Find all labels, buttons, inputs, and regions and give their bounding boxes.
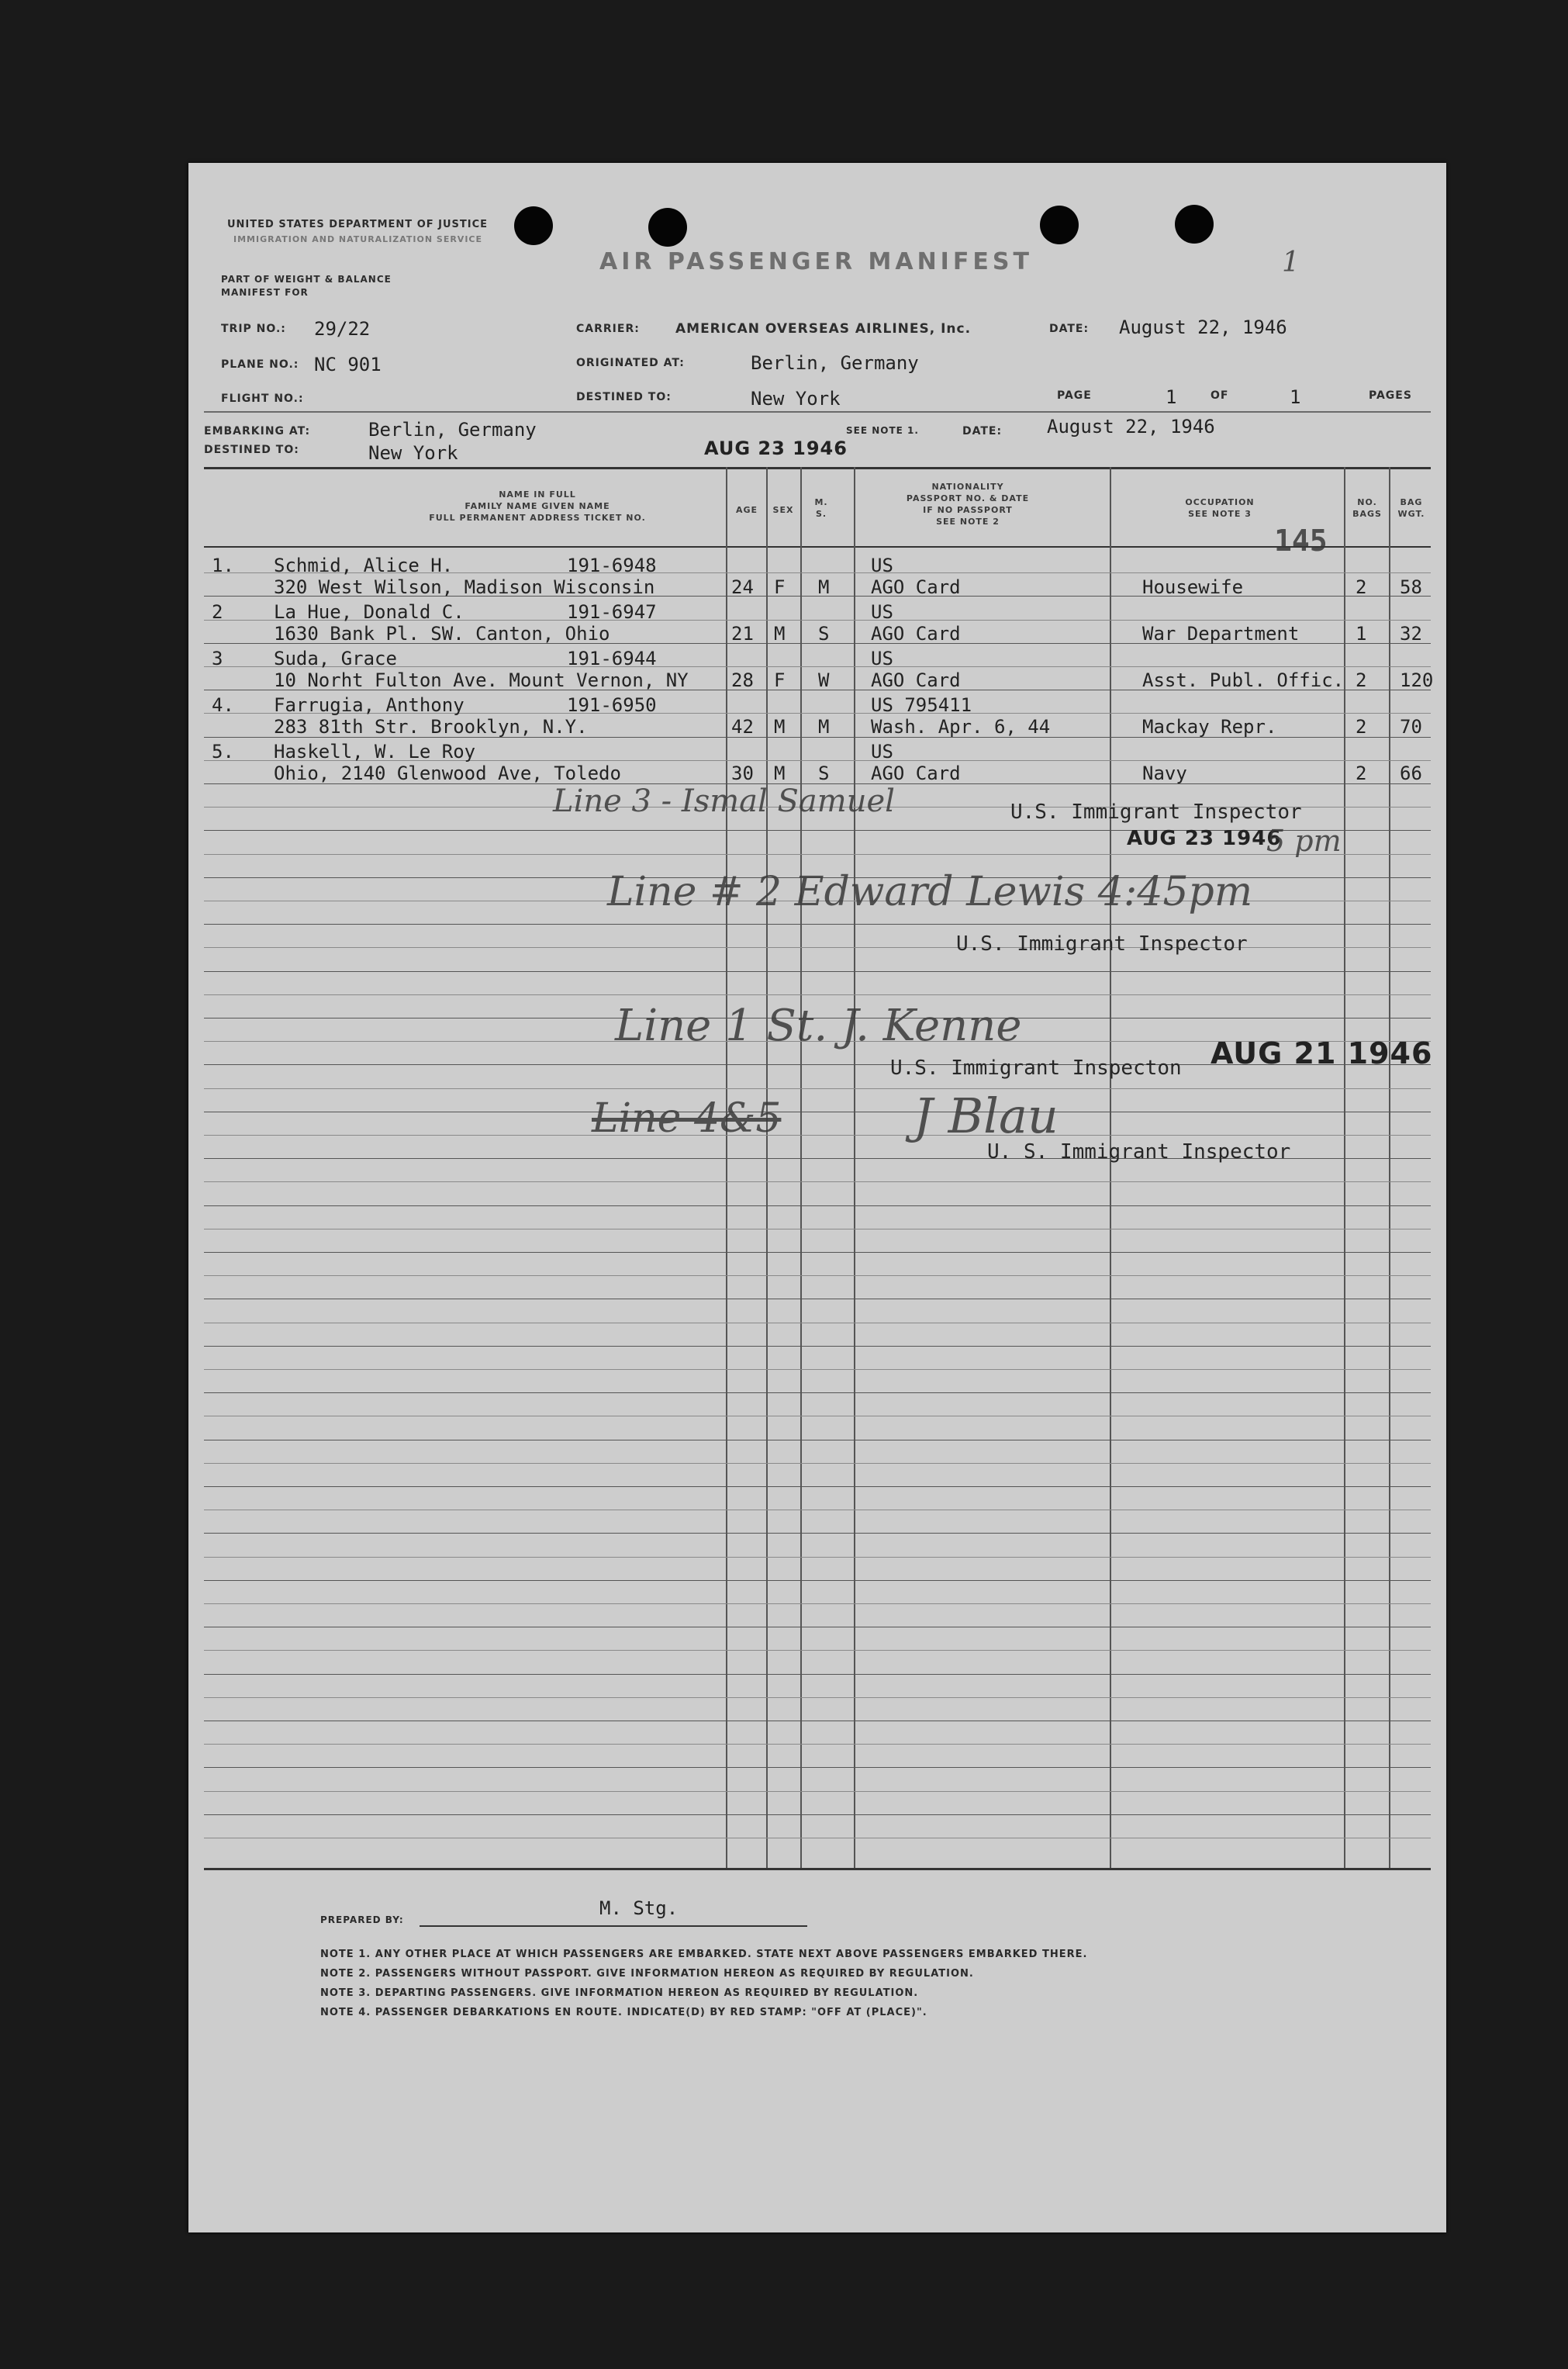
flight-no-label: FLIGHT NO.:	[221, 393, 304, 405]
pages-label: PAGES	[1369, 389, 1412, 402]
col-bag-wgt: BAG WGT.	[1397, 497, 1425, 519]
row-ruling	[204, 1135, 1431, 1136]
punch-hole	[648, 208, 687, 247]
inspector-stamp-4: U. S. Immigrant Inspector	[987, 1140, 1291, 1164]
manifest-sheet	[188, 163, 1446, 2232]
row-ruling	[204, 1275, 1431, 1276]
row-ruling	[204, 1486, 1431, 1487]
ticket-number: 191-6948	[567, 555, 657, 576]
passenger-name: Haskell, W. Le Roy	[274, 741, 476, 763]
department-header: UNITED STATES DEPARTMENT OF JUSTICE	[227, 219, 489, 230]
passenger-sex: M	[774, 716, 786, 738]
col-rule	[1110, 467, 1111, 1868]
passenger-number: 1.	[212, 555, 234, 576]
passenger-marital: S	[818, 623, 830, 645]
total-weight: 145	[1274, 524, 1328, 558]
col-rule	[1344, 467, 1345, 1868]
row-ruling	[204, 1369, 1431, 1370]
date2-value: August 22, 1946	[1047, 416, 1215, 437]
handwritten-note-line2: Line # 2 Edward Lewis 4:45pm	[607, 869, 1253, 915]
embarking-value: Berlin, Germany	[368, 419, 537, 441]
passenger-bags: 2	[1356, 763, 1367, 784]
destined-label: DESTINED TO:	[576, 391, 672, 403]
passenger-occupation: War Department	[1142, 623, 1300, 645]
row-ruling	[204, 924, 1431, 925]
ticket-number: 191-6950	[567, 694, 657, 716]
passenger-name: Suda, Grace	[274, 648, 397, 669]
row-ruling	[204, 1205, 1431, 1206]
row-ruling	[204, 1557, 1431, 1558]
punch-hole	[1040, 206, 1079, 244]
passenger-number: 2	[212, 601, 223, 623]
passenger-bag-weight: 70	[1400, 716, 1422, 738]
sheet-mark: 1	[1282, 247, 1300, 278]
passenger-age: 30	[731, 763, 754, 784]
passenger-bag-weight: 120	[1400, 669, 1434, 691]
row-ruling	[204, 1252, 1431, 1253]
inspector-stamp-3: U.S. Immigrant Inspecton	[890, 1057, 1182, 1080]
row-ruling	[204, 1791, 1431, 1792]
passenger-bags: 2	[1356, 669, 1367, 691]
row-ruling	[204, 1392, 1431, 1393]
passenger-age: 21	[731, 623, 754, 645]
row-ruling	[204, 854, 1431, 855]
passenger-bag-weight: 66	[1400, 763, 1422, 784]
ticket-number: 191-6947	[567, 601, 657, 623]
passenger-name: La Hue, Donald C.	[274, 601, 465, 623]
carrier-value: AMERICAN OVERSEAS AIRLINES, Inc.	[675, 321, 972, 337]
passenger-number: 5.	[212, 741, 234, 763]
footnote: NOTE 3. DEPARTING PASSENGERS. GIVE INFORMATION HEREON AS REQUIRED BY REGULATION.	[320, 1987, 919, 1999]
handwritten-note-line45: Line 4&5	[592, 1095, 782, 1142]
passenger-sex: F	[774, 669, 786, 691]
passenger-occupation: Mackay Repr.	[1142, 716, 1277, 738]
handwritten-note-line1: Line 1 St. J. Kenne	[615, 1001, 1022, 1051]
passport-info: AGO Card	[871, 669, 961, 691]
row-ruling	[204, 971, 1431, 972]
trip-no-value: 29/22	[314, 318, 371, 340]
passenger-nationality: US	[871, 648, 893, 669]
passenger-marital: M	[818, 576, 830, 598]
originated-value: Berlin, Germany	[751, 352, 919, 374]
page-label: PAGE	[1057, 389, 1092, 402]
prepared-by-value: M. Stg.	[599, 1897, 679, 1919]
passenger-number: 3	[212, 648, 223, 669]
col-rule	[854, 467, 855, 1868]
part-of-label: PART OF WEIGHT & BALANCE	[221, 274, 392, 285]
footnote: NOTE 4. PASSENGER DEBARKATIONS EN ROUTE. INDICATE(D) BY RED STAMP: "OFF AT (PLACE)".	[320, 2007, 927, 2018]
passport-info: AGO Card	[871, 623, 961, 645]
passenger-bags: 2	[1356, 576, 1367, 598]
inspector-signature-4: J Blau	[914, 1088, 1059, 1144]
col-rule	[1389, 467, 1390, 1868]
passenger-occupation: Navy	[1142, 763, 1187, 784]
row-ruling	[204, 1533, 1431, 1534]
date-label: DATE:	[1049, 323, 1090, 335]
see-note-label: SEE NOTE 1.	[846, 425, 919, 436]
destined-to-label-2: DESTINED TO:	[204, 444, 299, 456]
col-rule	[766, 467, 768, 1868]
table-top	[204, 467, 1431, 469]
passenger-age: 42	[731, 716, 754, 738]
passenger-marital: S	[818, 763, 830, 784]
passenger-occupation: Housewife	[1142, 576, 1244, 598]
passenger-number: 4.	[212, 694, 234, 716]
embarking-label: EMBARKING AT:	[204, 425, 311, 437]
passenger-name: Schmid, Alice H.	[274, 555, 454, 576]
date2-label: DATE:	[962, 425, 1003, 437]
col-rule	[726, 467, 727, 1868]
inspector-stamp-2: U.S. Immigrant Inspector	[956, 932, 1248, 956]
col-occupation: OCCUPATION SEE NOTE 3	[1185, 497, 1255, 519]
originated-label: ORIGINATED AT:	[576, 357, 685, 369]
inspector-stamp-1: U.S. Immigrant Inspector	[1010, 801, 1302, 824]
passenger-sex: M	[774, 763, 786, 784]
passenger-address: Ohio, 2140 Glenwood Ave, Toledo	[274, 763, 621, 784]
passport-info: AGO Card	[871, 763, 961, 784]
col-ms: M. S.	[814, 497, 828, 519]
service-line: IMMIGRATION AND NATURALIZATION SERVICE	[233, 234, 483, 244]
punch-hole	[1175, 205, 1214, 244]
row-ruling	[204, 1088, 1431, 1089]
passenger-address: 283 81th Str. Brooklyn, N.Y.	[274, 716, 588, 738]
row-ruling	[204, 1181, 1431, 1182]
of-pages-value: 1	[1290, 386, 1301, 408]
carrier-label: CARRIER:	[576, 323, 640, 335]
col-rule	[800, 467, 802, 1868]
col-bags: NO. BAGS	[1352, 497, 1382, 519]
inspector-stamp-1-time: 5 pm	[1266, 824, 1342, 858]
passport-info: AGO Card	[871, 576, 961, 598]
row-ruling	[204, 1767, 1431, 1768]
footnote: NOTE 1. ANY OTHER PLACE AT WHICH PASSENGERS ARE EMBARKED. STATE NEXT ABOVE PASSENGERS EMBARKED THERE.	[320, 1949, 1088, 1960]
passport-info: Wash. Apr. 6, 44	[871, 716, 1051, 738]
table-header-bottom	[204, 546, 1431, 548]
row-ruling	[204, 1463, 1431, 1464]
passenger-nationality: US	[871, 555, 893, 576]
ticket-number: 191-6944	[567, 648, 657, 669]
row-ruling	[204, 1814, 1431, 1815]
passenger-bags: 2	[1356, 716, 1367, 738]
passenger-bag-weight: 58	[1400, 576, 1422, 598]
destined-value: New York	[751, 388, 841, 410]
row-ruling	[204, 994, 1431, 995]
passenger-bags: 1	[1356, 623, 1367, 645]
prepared-by-line	[420, 1925, 807, 1927]
date-stamp: AUG 23 1946	[704, 437, 848, 459]
row-ruling	[204, 1580, 1431, 1581]
inspector-stamp-3-date: AUG 21 1946	[1211, 1036, 1433, 1070]
row-ruling	[204, 1744, 1431, 1745]
passenger-address: 10 Norht Fulton Ave. Mount Vernon, NY	[274, 669, 689, 691]
passenger-sex: M	[774, 623, 786, 645]
handwritten-note-line3: Line 3 - Ismal Samuel	[553, 783, 895, 819]
manifest-for-label: MANIFEST FOR	[221, 287, 309, 298]
col-age: AGE	[735, 505, 758, 515]
footnote: NOTE 2. PASSENGERS WITHOUT PASSPORT. GIVE INFORMATION HEREON AS REQUIRED BY REGULATION.	[320, 1968, 974, 1980]
date-value: August 22, 1946	[1119, 316, 1287, 338]
col-nationality: NATIONALITY PASSPORT NO. & DATE IF NO PASSPORT SEE NOTE 2	[906, 482, 1030, 527]
divider	[204, 411, 1431, 413]
row-ruling	[204, 1650, 1431, 1651]
punch-hole	[514, 206, 553, 245]
prepared-by-label: PREPARED BY:	[320, 1914, 404, 1925]
row-ruling	[204, 1697, 1431, 1698]
page-value: 1	[1166, 386, 1177, 408]
plane-no-value: NC 901	[314, 354, 382, 375]
of-label: OF	[1211, 389, 1229, 402]
passenger-occupation: Asst. Publ. Offic.	[1142, 669, 1345, 691]
col-name: NAME IN FULL FAMILY NAME GIVEN NAME FULL PERMANENT ADDRESS TICKET NO.	[429, 489, 646, 523]
passenger-nationality: US	[871, 741, 893, 763]
row-ruling	[204, 1603, 1431, 1604]
row-ruling	[204, 1674, 1431, 1675]
passenger-sex: F	[774, 576, 786, 598]
passenger-age: 24	[731, 576, 754, 598]
passenger-age: 28	[731, 669, 754, 691]
plane-no-label: PLANE NO.:	[221, 358, 299, 371]
passenger-address: 1630 Bank Pl. SW. Canton, Ohio	[274, 623, 610, 645]
table-bottom	[204, 1868, 1431, 1870]
destined-to-value-2: New York	[368, 442, 458, 464]
passenger-nationality: US 795411	[871, 694, 972, 716]
passenger-marital: W	[818, 669, 830, 691]
row-ruling	[204, 1346, 1431, 1347]
trip-no-label: TRIP NO.:	[221, 323, 286, 335]
passenger-marital: M	[818, 716, 830, 738]
col-sex: SEX	[772, 505, 794, 515]
page-title: AIR PASSENGER MANIFEST	[599, 248, 1033, 275]
passenger-name: Farrugia, Anthony	[274, 694, 465, 716]
passenger-bag-weight: 32	[1400, 623, 1422, 645]
passenger-address: 320 West Wilson, Madison Wisconsin	[274, 576, 655, 598]
inspector-stamp-1-date: AUG 23 1946	[1127, 827, 1282, 850]
passenger-nationality: US	[871, 601, 893, 623]
